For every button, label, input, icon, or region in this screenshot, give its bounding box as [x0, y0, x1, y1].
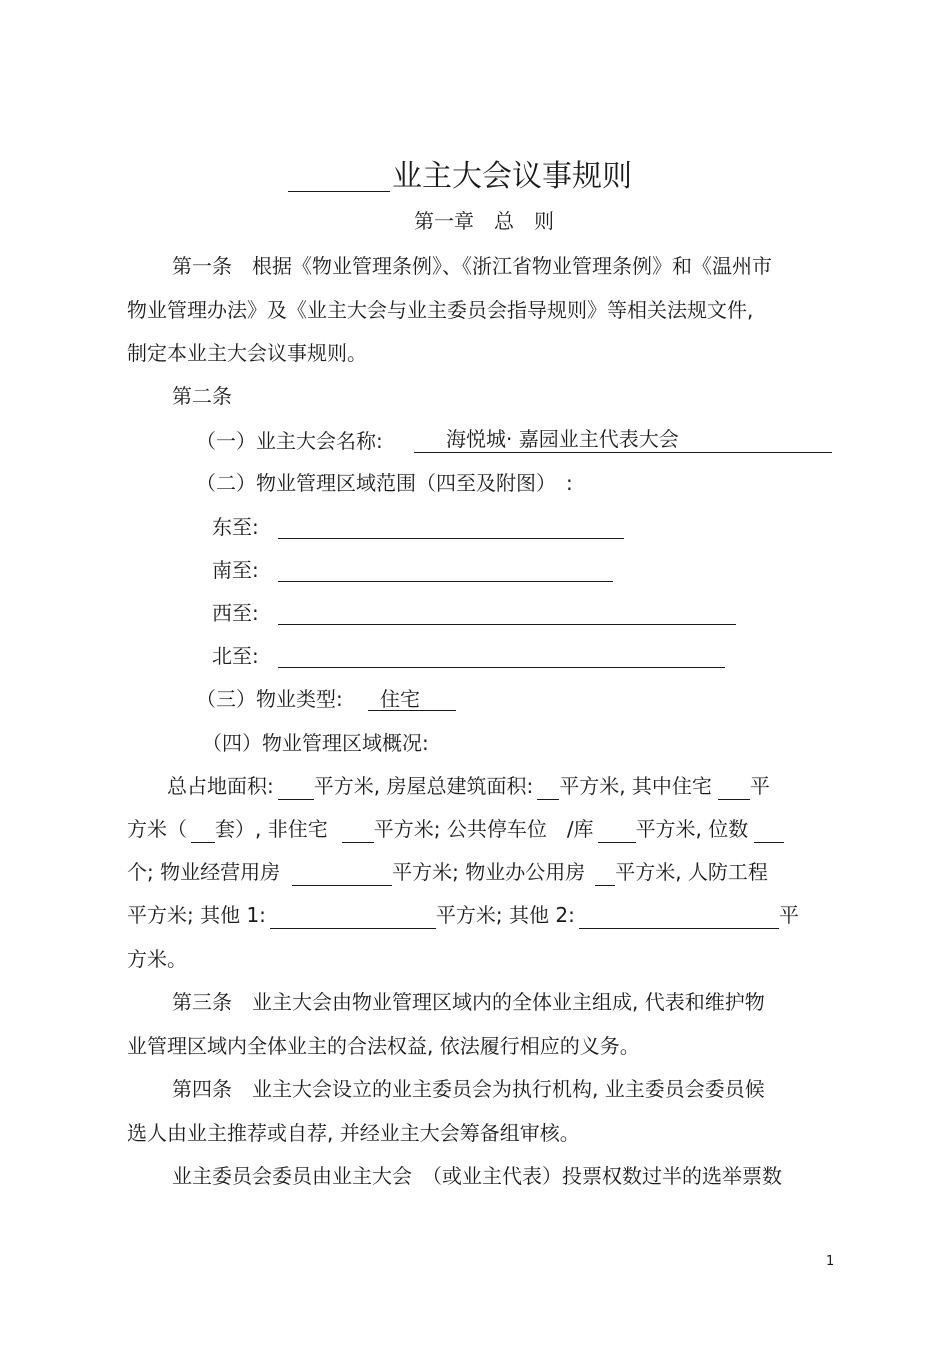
- non-residential-label: 套）, 非住宅: [215, 817, 328, 841]
- residential-area-label: 平方米, 其中住宅: [559, 774, 712, 798]
- office-housing-label: 平方米; 物业办公用房: [392, 860, 586, 884]
- building-area-blank: [537, 773, 559, 800]
- area-range-label: （二）物业管理区域范围（四至及附图） :: [196, 471, 573, 495]
- property-type-value: 住宅: [380, 687, 420, 711]
- article1-line1: 第一条 根据《物业管理条例》、《浙江省物业管理条例》和《温州市: [172, 254, 772, 278]
- parking-count-label: 平方米, 位数: [635, 817, 749, 841]
- chapter-heading: 第一章 总 则: [414, 209, 554, 233]
- office-housing-blank: [595, 859, 615, 886]
- assembly-name-label: （一）业主大会名称:: [196, 429, 383, 453]
- overview-line4: [127, 902, 799, 929]
- line1-tail: 平: [749, 774, 770, 798]
- article4-cont-line1: 业主委员会委员由业主大会 （或业主代表）投票权数过半的选举票数: [172, 1164, 782, 1188]
- property-type-label: （三）物业类型:: [196, 687, 343, 711]
- south-blank-line: [278, 581, 613, 582]
- business-housing-label: 个; 物业经营用房: [127, 860, 281, 884]
- business-housing-blank: [292, 859, 392, 886]
- article3-line2: 业管理区域内全体业主的合法权益, 依法履行相应的义务。: [127, 1034, 640, 1058]
- non-residential-blank: [342, 816, 374, 843]
- other1-blank: [270, 902, 436, 929]
- building-area-label: 平方米, 房屋总建筑面积:: [313, 774, 534, 798]
- residential-sets-blank: [191, 816, 215, 843]
- article1-line2: 物业管理办法》及《业主大会与业主委员会指导规则》等相关法规文件,: [127, 298, 754, 322]
- page-number: 1: [826, 1254, 835, 1269]
- article1-line3: 制定本业主大会议事规则。: [127, 341, 367, 365]
- article2-heading: 第二条: [172, 384, 232, 408]
- total-land-area-blank: [278, 773, 314, 800]
- civil-defense-label: 平方米, 人防工程: [615, 860, 768, 884]
- overview-line5: 方米。: [127, 947, 187, 971]
- other2-label: 平方米; 其他 2:: [435, 903, 575, 927]
- line4-tail: 平: [778, 903, 799, 927]
- article4-line2: 选人由业主推荐或自荐, 并经业主大会筹备组审核。: [127, 1121, 580, 1145]
- south-label: 南至:: [212, 558, 259, 582]
- overview-line3: [127, 859, 768, 886]
- title-blank-line: [288, 191, 390, 192]
- assembly-name-value: 海悦城· 嘉园业主代表大会: [446, 427, 679, 451]
- east-blank-line: [278, 538, 624, 539]
- residential-area-blank: [718, 773, 750, 800]
- article4-line1: 第四条 业主大会设立的业主委员会为执行机构, 业主委员会委员候: [172, 1077, 765, 1101]
- assembly-name-underline: [414, 452, 832, 453]
- document-title: 业主大会议事规则: [392, 159, 632, 194]
- parking-label: 平方米; 公共停车位 /库: [373, 817, 594, 841]
- west-label: 西至:: [212, 601, 259, 625]
- other1-label: 平方米; 其他 1:: [127, 903, 266, 927]
- total-land-area-label: 总占地面积:: [167, 774, 274, 798]
- article3-line1: 第三条 业主大会由物业管理区域内的全体业主组成, 代表和维护物: [172, 990, 765, 1014]
- north-label: 北至:: [212, 644, 259, 668]
- west-blank-line: [278, 624, 736, 625]
- east-label: 东至:: [212, 515, 259, 539]
- overview-line2: [127, 816, 784, 843]
- overview-line1: [167, 773, 770, 800]
- parking-count-blank: [754, 816, 784, 843]
- parking-area-blank: [598, 816, 636, 843]
- other2-blank: [579, 902, 779, 929]
- residential-sets-label: 方米（: [127, 817, 187, 841]
- north-blank-line: [278, 667, 725, 668]
- area-overview-label: （四）物业管理区域概况:: [202, 731, 429, 755]
